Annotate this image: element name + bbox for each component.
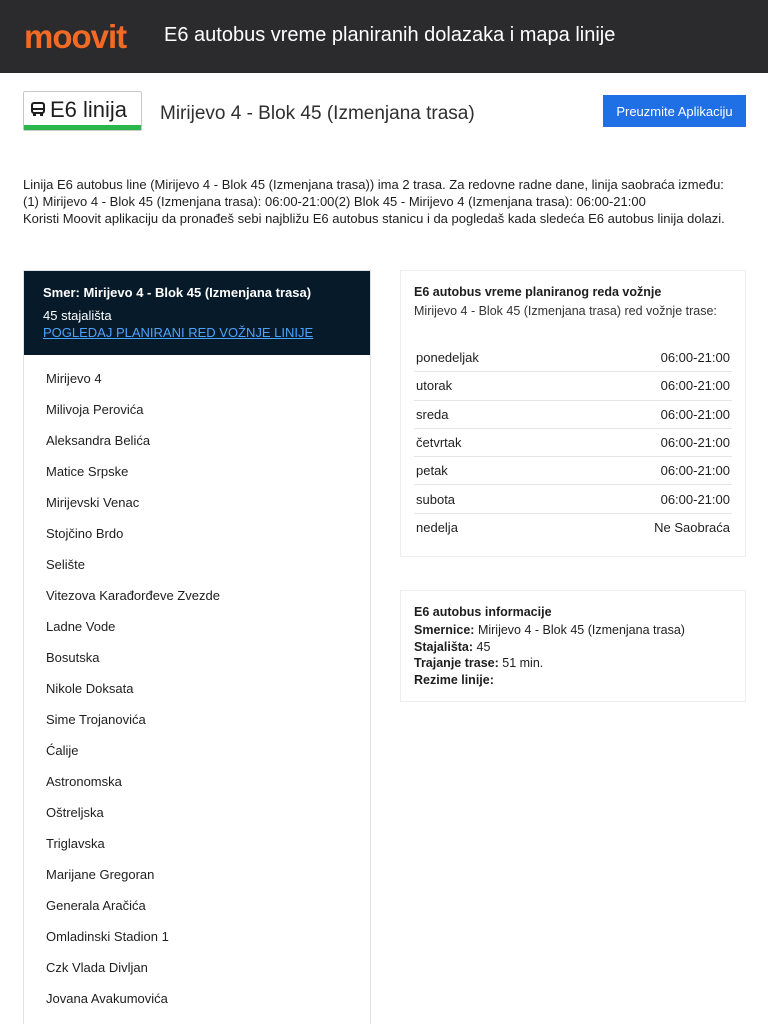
page-title: E6 autobus vreme planiranih dolazaka i mapa linije bbox=[164, 24, 616, 46]
intro-line-2: (1) Mirijevo 4 - Blok 45 (Izmenjana trasa): 06:00-21:00(2) Blok 45 - Mirijevo 4 (Izmenjana trasa): 06:00-21:00 bbox=[23, 194, 646, 209]
info-summary-label: Rezime linije: bbox=[414, 672, 494, 687]
top-bar bbox=[0, 0, 768, 73]
schedule-day: sreda bbox=[416, 406, 449, 422]
schedule-panel bbox=[400, 270, 746, 557]
info-direction-label: Smernice: bbox=[414, 623, 475, 637]
main-content bbox=[0, 149, 768, 1024]
list-item[interactable]: Bosutska bbox=[46, 650, 100, 665]
stop-list bbox=[46, 371, 220, 1022]
table-row bbox=[414, 344, 732, 372]
schedule-hours: 06:00-21:00 bbox=[660, 491, 730, 507]
list-item[interactable]: Milivoja Perovića bbox=[46, 402, 144, 417]
route-title: Mirijevo 4 - Blok 45 (Izmenjana trasa) bbox=[160, 103, 475, 124]
table-row bbox=[414, 457, 732, 485]
schedule-day: četvrtak bbox=[416, 435, 462, 451]
schedule-hours: 06:00-21:00 bbox=[660, 350, 730, 366]
list-item[interactable]: Ladne Vode bbox=[46, 619, 116, 634]
schedule-day: utorak bbox=[416, 378, 453, 394]
info-duration-value: 51 min. bbox=[502, 656, 544, 670]
stops-header bbox=[24, 271, 371, 355]
list-item[interactable]: Matice Srpske bbox=[46, 464, 129, 479]
stops-panel bbox=[23, 270, 371, 1024]
schedule-day: ponedeljak bbox=[416, 350, 479, 366]
list-item[interactable]: Vitezova Karađorđeve Zvezde bbox=[46, 588, 220, 603]
list-item[interactable]: Mirijevski Venac bbox=[46, 495, 140, 510]
line-color-strip bbox=[24, 125, 141, 130]
moovit-logo[interactable]: moovit bbox=[24, 18, 127, 55]
list-item[interactable]: Nikole Doksata bbox=[46, 681, 134, 696]
info-duration-label: Trajanje trase: bbox=[414, 656, 499, 670]
table-row bbox=[414, 485, 732, 513]
info-lines bbox=[414, 622, 685, 688]
info-panel bbox=[400, 590, 746, 702]
schedule-subtitle: Mirijevo 4 - Blok 45 (Izmenjana trasa) red vožnje trase: bbox=[414, 304, 717, 318]
schedule-hours: 06:00-21:00 bbox=[660, 463, 730, 479]
list-item[interactable]: Sime Trojanovića bbox=[46, 712, 146, 727]
line-bar bbox=[0, 73, 768, 149]
direction-title: Smer: Mirijevo 4 - Blok 45 (Izmenjana trasa) bbox=[43, 285, 312, 300]
info-stops-label: Stajališta: bbox=[414, 639, 474, 654]
list-item[interactable]: Jovana Avakumovića bbox=[46, 991, 168, 1006]
line-badge bbox=[23, 91, 142, 131]
line-label: E6 linija bbox=[50, 97, 128, 122]
table-row bbox=[414, 401, 732, 429]
list-item[interactable]: Oštreljska bbox=[46, 805, 104, 820]
table-row bbox=[414, 372, 732, 400]
intro-text bbox=[23, 176, 753, 227]
list-item[interactable]: Czk Vlada Divljan bbox=[46, 960, 148, 975]
schedule-day: petak bbox=[416, 463, 448, 479]
schedule-title: E6 autobus vreme planiranog reda vožnje bbox=[414, 285, 662, 299]
list-item[interactable]: Astronomska bbox=[46, 774, 122, 789]
bus-icon bbox=[31, 102, 45, 117]
stop-count: 45 stajališta bbox=[43, 308, 112, 323]
schedule-hours: 06:00-21:00 bbox=[660, 378, 730, 394]
intro-line-1: Linija E6 autobus line (Mirijevo 4 - Blok 45 (Izmenjana trasa)) ima 2 trasa. Za redovne radne dane, linija saobraća između: bbox=[23, 177, 724, 192]
table-row bbox=[414, 429, 732, 457]
schedule-day: subota bbox=[416, 491, 456, 507]
info-title: E6 autobus informacije bbox=[414, 605, 552, 619]
schedule-hours: 06:00-21:00 bbox=[660, 406, 730, 422]
intro-line-3: Koristi Moovit aplikaciju da pronađeš sebi najbližu E6 autobus stanicu i da pogledaš kada sledeća E6 autobus linija dolazi. bbox=[23, 211, 725, 226]
info-direction-value: Mirijevo 4 - Blok 45 (Izmenjana trasa) bbox=[477, 623, 685, 637]
schedule-table bbox=[414, 344, 732, 542]
download-app-button[interactable]: Preuzmite Aplikaciju bbox=[603, 95, 746, 127]
list-item[interactable]: Triglavska bbox=[46, 836, 105, 851]
schedule-hours: Ne Saobraća bbox=[654, 520, 730, 536]
schedule-day: nedelja bbox=[416, 520, 458, 536]
list-item[interactable]: Selište bbox=[46, 557, 86, 572]
list-item[interactable]: Omladinski Stadion 1 bbox=[46, 929, 169, 944]
list-item[interactable]: Aleksandra Belića bbox=[46, 433, 151, 448]
list-item[interactable]: Mirijevo 4 bbox=[46, 371, 102, 386]
schedule-hours: 06:00-21:00 bbox=[660, 435, 730, 451]
list-item[interactable]: Ćalije bbox=[46, 743, 79, 758]
info-stops-value: 45 bbox=[476, 639, 491, 654]
list-item[interactable]: Marijane Gregoran bbox=[46, 867, 155, 882]
list-item[interactable]: Generala Aračića bbox=[46, 898, 146, 913]
table-row bbox=[414, 514, 732, 542]
view-schedule-link[interactable]: POGLEDAJ PLANIRANI RED VOŽNJE LINIJE bbox=[43, 325, 314, 340]
list-item[interactable]: Stojčino Brdo bbox=[46, 526, 124, 541]
